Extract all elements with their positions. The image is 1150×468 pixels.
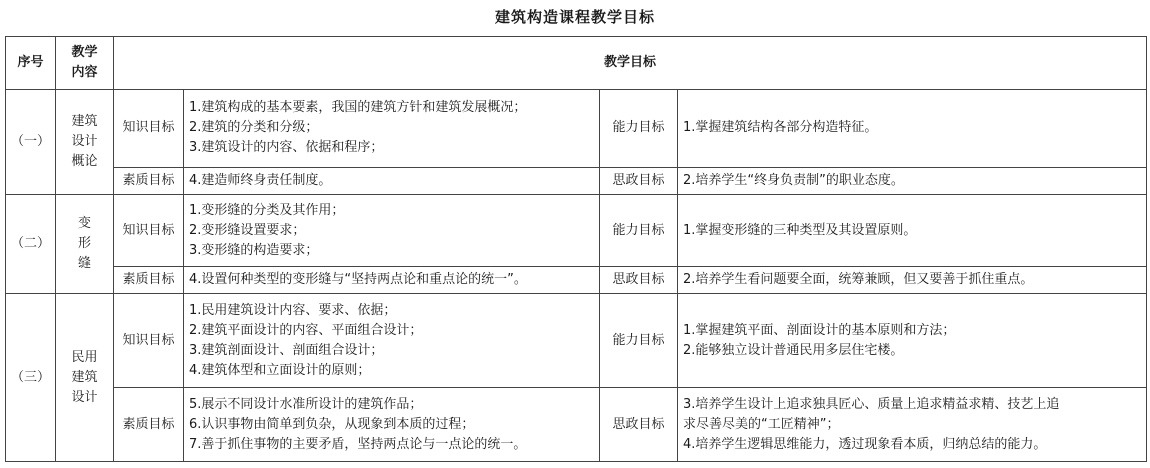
header-content [56, 37, 114, 90]
goal-item: 2.培养学生“终身负责制”的职业态度。 [683, 173, 904, 189]
goal-items [678, 90, 1147, 168]
goal-type-label: 知识目标 [114, 90, 184, 168]
goal-item: 1.民用建筑设计内容、要求、依据； [189, 302, 397, 318]
goal-items [184, 294, 600, 388]
goal-item: 1.建筑构成的基本要素，我国的建筑方针和建筑发展概况； [189, 100, 527, 116]
section-content-line: 设计 [71, 389, 98, 405]
goal-type-label: 知识目标 [114, 195, 184, 267]
goal-item: 2.能够独立设计普通民用多层住宅楼。 [683, 342, 904, 358]
header-row [6, 37, 1147, 90]
goal-items [678, 294, 1147, 388]
table-row [6, 167, 1147, 195]
goal-item: 2.培养学生看问题要全面，统筹兼顾，但又要善于抓住重点。 [683, 272, 1034, 288]
goal-item: 4.建造师终身责任制度。 [189, 173, 332, 189]
goal-items [678, 195, 1147, 267]
section-index: （二） [6, 195, 56, 294]
goal-item: 1.掌握建筑结构各部分构造特征。 [683, 120, 878, 136]
table-row [6, 90, 1147, 168]
table-row [6, 388, 1147, 462]
goal-item: 1.变形缝的分类及其作用； [189, 202, 345, 218]
header-goals: 教学目标 [114, 37, 1147, 90]
section-content-line: 建筑 [71, 369, 98, 385]
goal-type-label: 思政目标 [600, 167, 678, 195]
goal-item: 3.建筑剖面设计、剖面组合设计； [189, 342, 384, 358]
goal-items [184, 195, 600, 267]
section-content-line: 形 [77, 236, 91, 252]
goal-item: 7.善于抓住事物的主要矛盾，坚持两点论与一点论的统一。 [189, 436, 527, 452]
header-content-line: 教学 [71, 45, 98, 61]
goal-type-label: 素质目标 [114, 266, 184, 294]
goal-type-label: 知识目标 [114, 294, 184, 388]
section-index: （一） [6, 90, 56, 195]
goal-item: 3.建筑设计的内容、依据和程序； [189, 140, 384, 156]
goal-type-label: 素质目标 [114, 167, 184, 195]
goal-item: 5.展示不同设计水准所设计的建筑作品； [189, 396, 423, 412]
goal-item: 2.建筑平面设计的内容、平面组合设计； [189, 322, 423, 338]
goal-item: 6.认识事物由简单到负杂，从现象到本质的过程； [189, 416, 475, 432]
table-row [6, 266, 1147, 294]
goal-item: 4.建筑体型和立面设计的原则； [189, 362, 371, 378]
table-row [6, 195, 1147, 267]
goal-item: 2.变形缝设置要求； [189, 222, 306, 238]
goal-items [184, 266, 600, 294]
section-content [56, 90, 114, 195]
goal-item: 1.掌握变形缝的三种类型及其设置原则。 [683, 222, 917, 238]
goal-item: 2.建筑的分类和分级； [189, 120, 319, 136]
section-content-line: 建筑 [71, 114, 98, 130]
goal-type-label: 思政目标 [600, 388, 678, 462]
goal-item: 4.设置何种类型的变形缝与“坚持两点论和重点论的统一”。 [189, 272, 527, 288]
goal-item: 4.培养学生逻辑思维能力，透过现象看本质，归纳总结的能力。 [683, 436, 1047, 452]
goal-items [184, 167, 600, 195]
section-content-line: 民用 [71, 349, 98, 365]
goal-items [678, 266, 1147, 294]
header-content-line: 内容 [71, 65, 98, 81]
page-title: 建筑构造课程教学目标 [494, 8, 655, 26]
goal-item: 3.变形缝的构造要求； [189, 242, 319, 258]
section-content-line: 缝 [77, 256, 91, 272]
table-row [6, 294, 1147, 388]
teaching-goals-table [5, 36, 1147, 462]
section-index: （三） [6, 294, 56, 462]
section-content [56, 195, 114, 294]
section-content-line: 变 [77, 216, 91, 232]
goal-item: 3.培养学生设计上追求独具匠心、质量上追求精益求精、技艺上追 [683, 396, 1060, 412]
goal-item: 1.掌握建筑平面、剖面设计的基本原则和方法； [683, 322, 956, 338]
goal-type-label: 能力目标 [600, 195, 678, 267]
goal-items [678, 388, 1147, 462]
header-index: 序号 [6, 37, 56, 90]
goal-items [678, 167, 1147, 195]
goal-type-label: 思政目标 [600, 266, 678, 294]
section-content [56, 294, 114, 462]
goal-items [184, 90, 600, 168]
goal-type-label: 素质目标 [114, 388, 184, 462]
goal-type-label: 能力目标 [600, 90, 678, 168]
section-content-line: 概论 [71, 154, 98, 170]
goal-item: 求尽善尽美的“工匠精神”； [683, 416, 840, 432]
goal-type-label: 能力目标 [600, 294, 678, 388]
section-content-line: 设计 [71, 134, 98, 150]
goal-items [184, 388, 600, 462]
